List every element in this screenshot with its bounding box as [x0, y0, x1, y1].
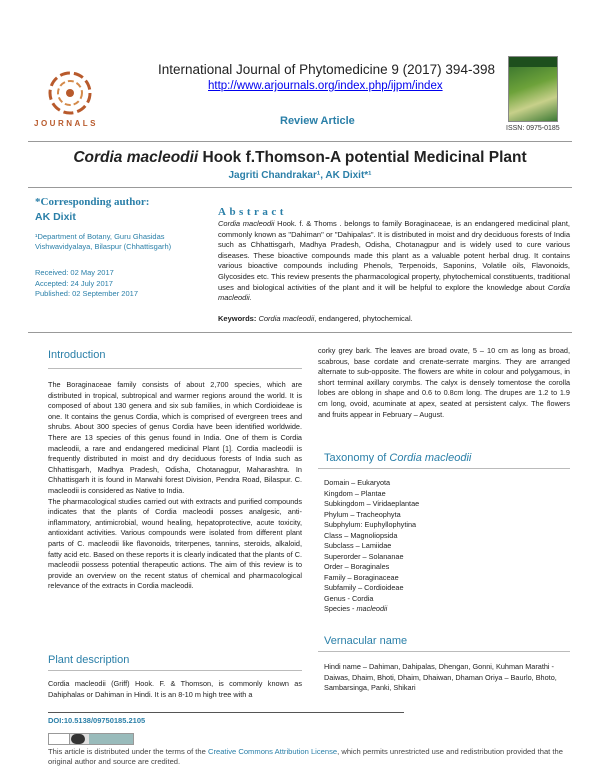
journal-title: International Journal of Phytomedicine 9 (2017) 394-398 — [158, 62, 495, 77]
species-name: macleodii — [356, 604, 388, 613]
abstract-heading: Abstract — [218, 206, 287, 218]
introduction-body — [48, 380, 302, 592]
intro-paragraph-2: The pharmacological studies carried out with extracts and purified compounds indicates that the plants of Cordia macleodii posses analgesic, anti-inflammatory, antimicrobial, wound healing, hepatoprotective, acute toxicity, antioxidant activities. Various compounds were isolated from different plant parts of C. macleodii like flavonoids, triterpenes, tannins, steroids, alkaloid, fatty acid etc. Based on these reports it is clearly indicated that the plants of C. macleodii possess potential therapeutic actions. The aim of this review is to provide an overview on the recent status of chemical and pharmacological relevance of the extracts in Cordia macleodii. — [48, 496, 302, 591]
affiliation: ¹Department of Botany, Guru Ghasidas Vishwavidyalaya, Bilaspur (Chhattisgarh) — [35, 232, 172, 251]
published-date: Published: 02 September 2017 — [35, 289, 138, 298]
logo-text: JOURNALS — [34, 119, 99, 128]
plant-description-heading: Plant description — [48, 654, 130, 666]
taxonomy-item: Subfamily – Cordioideae — [324, 583, 404, 592]
issn-label: ISSN: 0975-0185 — [506, 125, 560, 132]
article-type: Review Article — [280, 115, 355, 127]
journal-url-link[interactable]: http://www.arjournals.org/index.php/ijpm/index — [208, 80, 443, 92]
vernacular-body: Hindi name – Dahiman, Dahipalas, Dhengan, Gonni, Kuhman Marathi - Daiwas, Dhaim, Bhoti, Dhaim, Dhaiwan, Dhaman Oriya – Baurlo, Bhoto, Sambarsinga, Panki, Shikari — [324, 662, 557, 693]
header-divider — [28, 141, 572, 142]
taxonomy-item: Subphylum: Euphyllophytina — [324, 520, 417, 529]
doi-link[interactable]: DOI:10.5138/09750185.2105 — [48, 716, 146, 725]
title-species: Cordia macleodii — [73, 149, 199, 166]
taxonomy-underline — [318, 468, 570, 469]
journal-cover-image — [508, 56, 558, 122]
plant-description-continued: corky grey bark. The leaves are broad ovate, 5 – 10 cm as long as broad, scabrous, base cordate and crenate-serrate margins. They are arranged alternate to sub-opposite. The flowers are white in colour and polygamous, in short terminal axillary corymbs. The calyx is densely tomentose the corolla lobes are oblong in shape and 0.6 to 0.8cm long. The drupes are 1.2 to 1.9 cm long, ovoid, acuminate at apex, seated at persistent calyx. The flowers and fruits appear in February – August. — [318, 346, 570, 419]
corresponding-label: *Corresponding author: — [35, 196, 150, 208]
taxonomy-item: Genus - Cordia — [324, 593, 374, 603]
title-divider — [28, 187, 572, 188]
paper-title — [0, 149, 600, 167]
plant-description-body: Cordia macleodii (Griff) Hook. F. & Thomson, is commonly known as Dahiphalas or Dahiman in Hindi. It is an 8-10 m high tree with a — [48, 679, 302, 699]
taxonomy-heading: Taxonomy of Cordia macleodii — [324, 452, 472, 464]
abstract-body: Cordia macleodii Hook. f. & Thoms . belongs to family Boraginaceae, is an endangered medicinal plant, commonly known as "Dahiman" or "Dahipalas". It is distributed in moist and dry deciduous forests of India such as Chhattisgarh, Madhya Pradesh, Odisha, Chotanagpur and is widely used to cure various diseases. These bioactive compounds made this plant as a valuable potent herbal drug. It contains various bioactive compounds including Phenols, Terpenoids, Saponins, Volatile oils, Flavonoids, Glycosides etc. This review presents the pharmacological property, phytochemical constituents, traditional uses and biological activities of the plant and it will be helpful to explore the knowledge about Cordia macleodii. — [218, 219, 571, 303]
article-dates — [35, 268, 138, 300]
received-date: Received: 02 May 2017 — [35, 268, 114, 277]
authors: Jagriti Chandrakar¹, AK Dixit*¹ — [228, 170, 372, 181]
corresponding-name: AK Dixit — [35, 211, 76, 223]
taxonomy-item: Domain – Eukaryota — [324, 478, 391, 487]
taxonomy-item: Phylum – Tracheophyta — [324, 509, 401, 519]
plant-desc-underline — [48, 670, 302, 671]
vernacular-underline — [318, 651, 570, 652]
taxonomy-item: Subkingdom – Viridaeplantae — [324, 499, 420, 508]
cc-license-link[interactable]: Creative Commons Attribution License — [207, 747, 338, 756]
title-rest: Hook f.Thomson-A potential Medicinal Plant — [198, 149, 527, 166]
taxonomy-list — [324, 478, 419, 615]
taxonomy-item: Family – Boraginaceae — [324, 572, 399, 582]
license-text: This article is distributed under the terms of the Creative Commons Attribution License, which permits unrestricted use and redistribution provided that the original author and source are credited. — [48, 747, 563, 766]
taxonomy-item: Species - macleodii — [324, 604, 388, 613]
intro-paragraph-1: The Boraginaceae family consists of about 2,700 species, which are distributed in tropical, subtropical and warmer regions around the world. It is composed of about 130 genera and six sub families, in which Cordioideae is one. It contains the genus Cordia, which is comprised of evergreen trees and shrubs. About 300 species of genus Cordia have been identified worldwide. There are 13 species of this genus found in India. One of them is Cordia macleodii, a rare and endangered medicinal Plant [1]. Cordia macleodii is frequently distributed in moist and dry deciduous forests of India such as Chhattisgarh, Madhya Pradesh, Odisha, Chotanagpur, Maharashtra. In Chhattisgarh it is found in Marwahi forest Division, Pendra Road, Bilaspur. C. macleodii is considered as Native to India. — [48, 380, 302, 495]
taxonomy-item: Class – Magnoliopsida — [324, 530, 398, 540]
vernacular-heading: Vernacular name — [324, 635, 408, 647]
introduction-heading: Introduction — [48, 349, 106, 361]
abstract-divider — [28, 332, 572, 333]
intro-underline — [48, 368, 302, 369]
taxonomy-item: Superorder – Solananae — [324, 551, 404, 561]
taxonomy-item: Kingdom – Plantae — [324, 488, 386, 498]
keywords: Keywords: Cordia macleodii, endangered, phytochemical. — [218, 314, 413, 323]
footer-divider — [48, 712, 404, 713]
taxonomy-item: Order – Boraginales — [324, 562, 390, 571]
cc-license-badge[interactable] — [48, 733, 134, 745]
taxonomy-item: Subclass – Lamiidae — [324, 541, 392, 550]
accepted-date: Accepted: 24 July 2017 — [35, 278, 113, 288]
